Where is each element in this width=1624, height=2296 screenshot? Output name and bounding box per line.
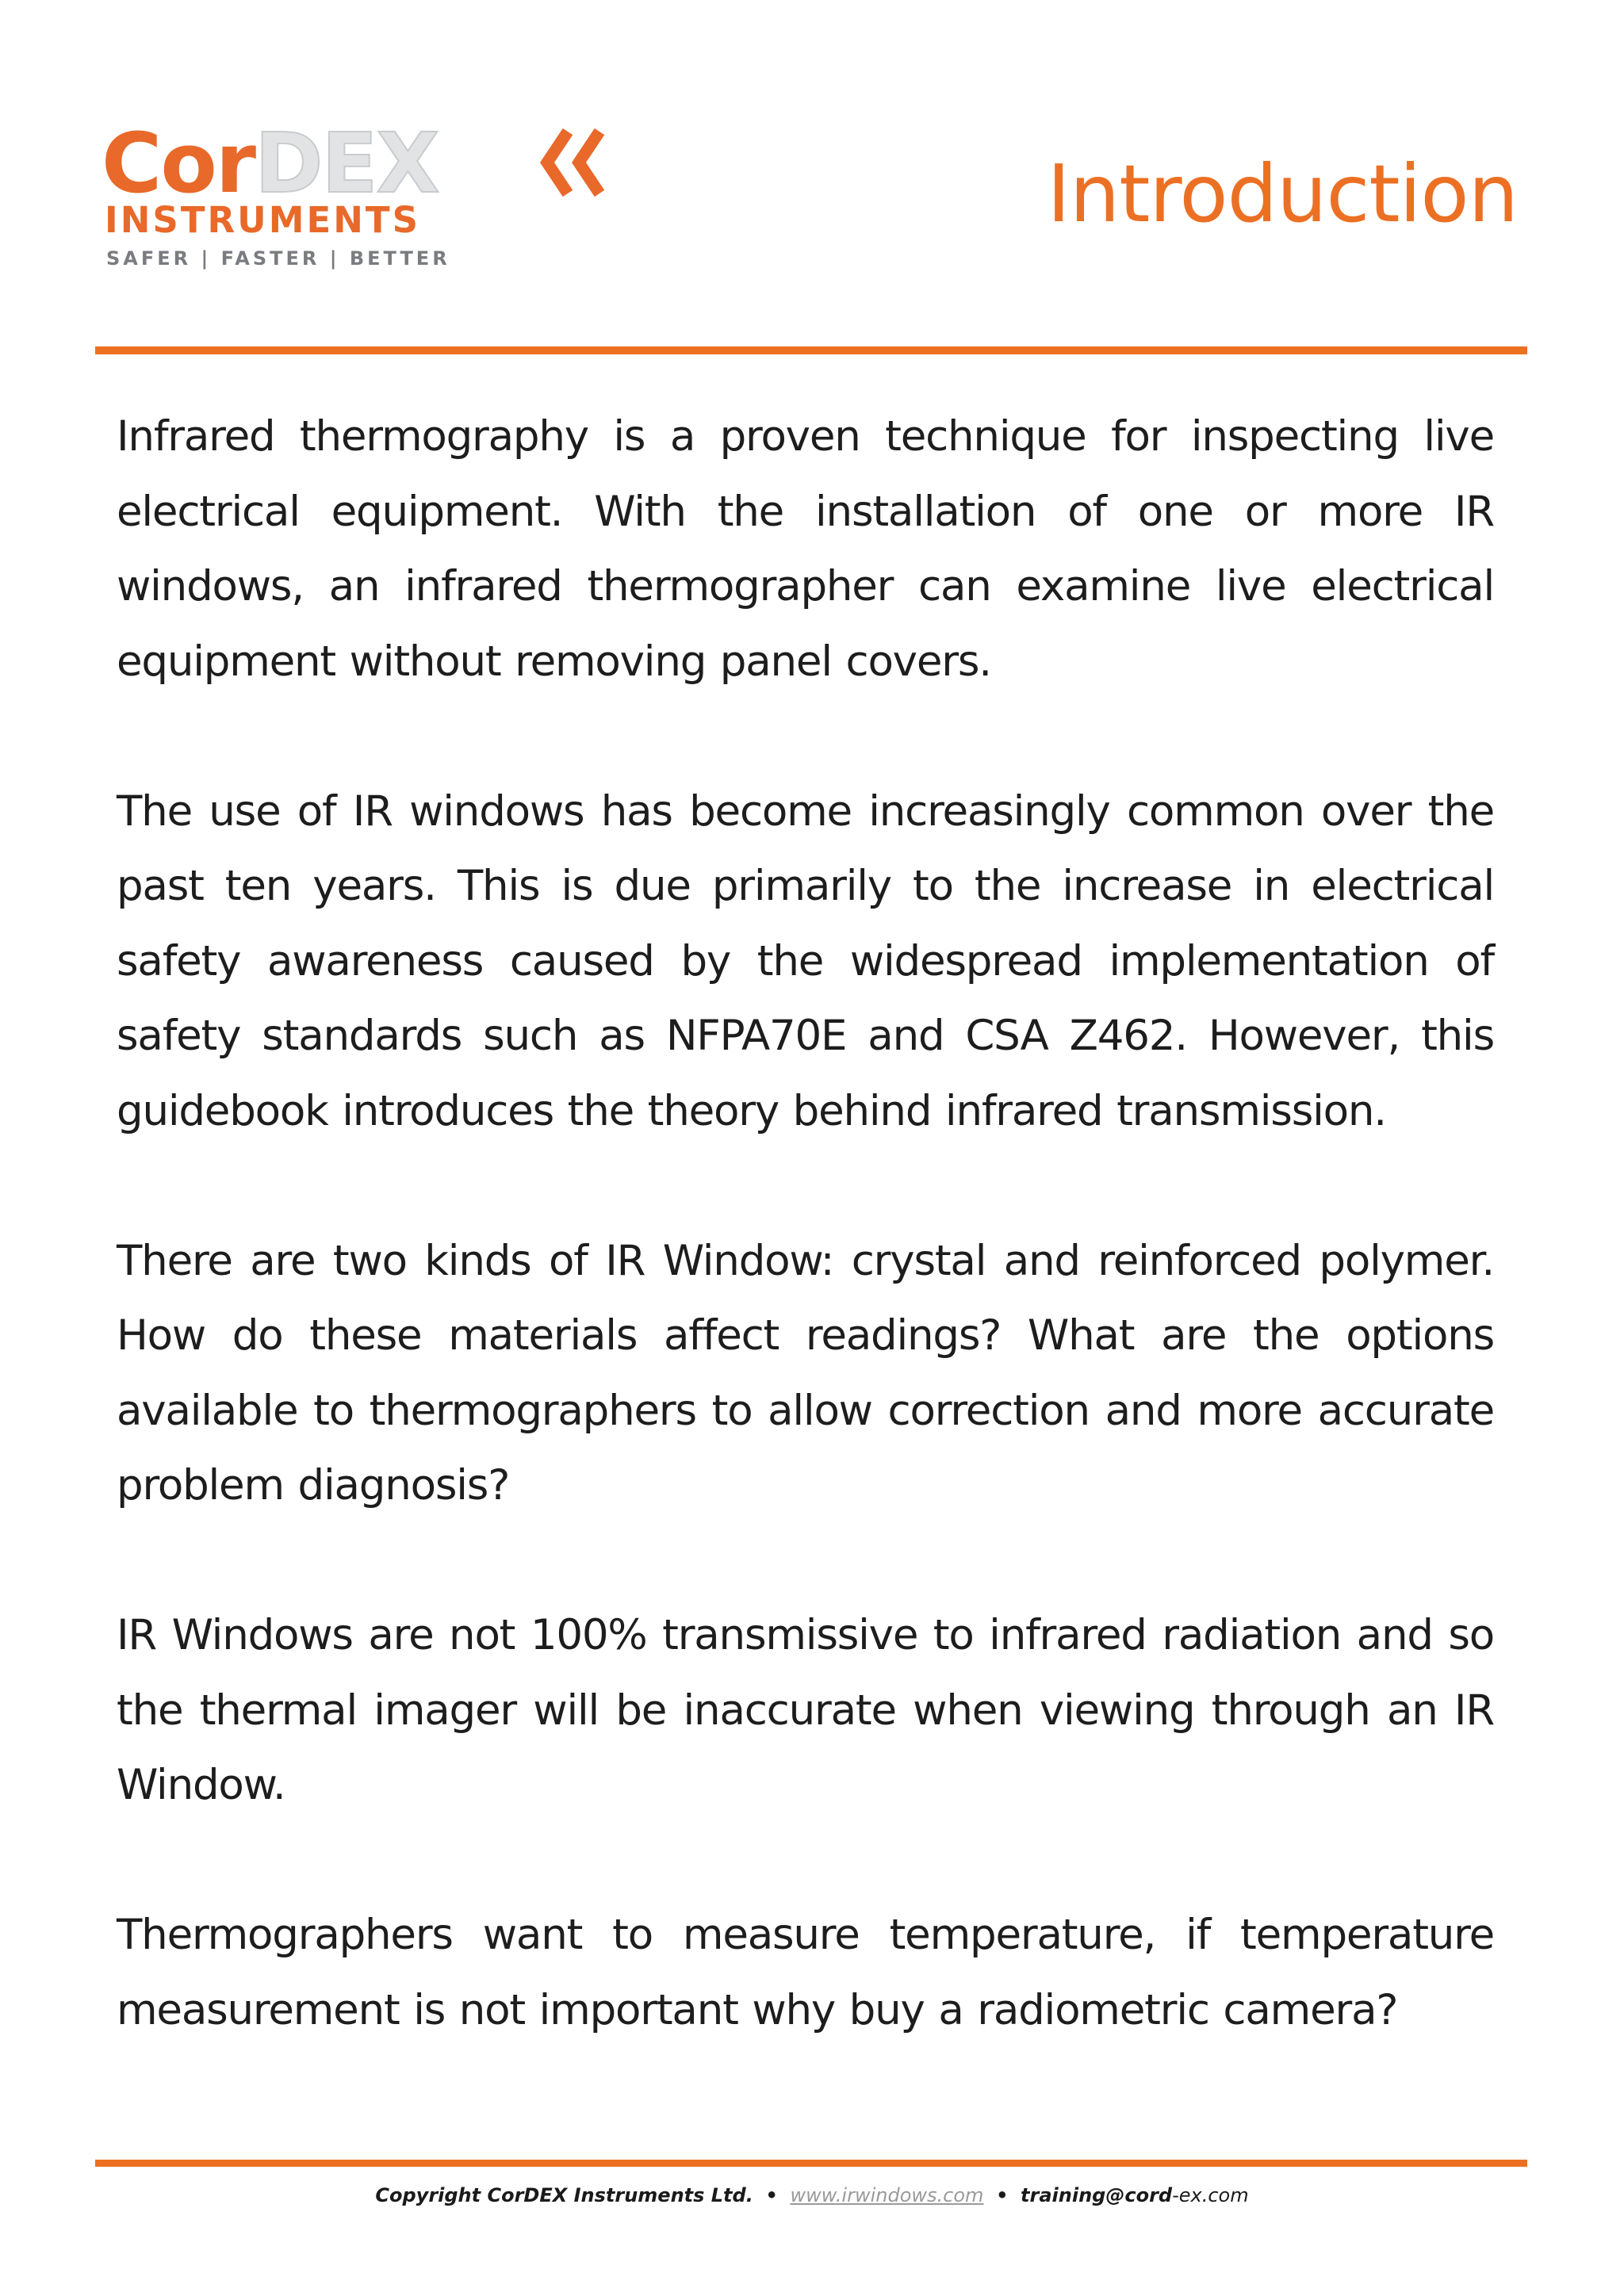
footer-email-name: training@cord xyxy=(1021,2184,1173,2206)
footer-email-domain: -ex.com xyxy=(1172,2184,1249,2206)
page-title: Introduction xyxy=(1047,147,1518,240)
logo-wordmark xyxy=(102,115,439,212)
footer-divider xyxy=(95,2160,1527,2167)
footer-email[interactable] xyxy=(1021,2184,1249,2206)
logo-tagline: SAFER | FASTER | BETTER xyxy=(106,247,450,270)
logo-chevrons-icon xyxy=(536,127,615,198)
cordex-logo xyxy=(102,115,530,277)
logo-brand-dex: DEX xyxy=(255,115,439,212)
paragraph: The use of IR windows has become increasingly common over the past ten years. This is due primarily to the increase in electrical safety awareness caused by the widespread implementation of safety standards such as NFPA70E and CSA Z462. However, this guidebook introduces the theory behind infrared transmission. xyxy=(117,786,1494,1135)
body-text xyxy=(117,400,1494,2123)
header-divider xyxy=(95,346,1527,354)
logo-subtitle: INSTRUMENTS xyxy=(105,199,420,241)
footer xyxy=(0,2182,1624,2209)
paragraph: There are two kinds of IR Window: crystal and reinforced polymer. How do these materials affect readings? What are the options available to thermographers to allow correction and more accurate problem diagnosis? xyxy=(117,1236,1494,1510)
logo-brand-cor: Cor xyxy=(102,115,255,212)
footer-copyright: Copyright CorDEX Instruments Ltd. xyxy=(375,2184,753,2206)
footer-separator: • xyxy=(765,2184,778,2206)
paragraph: IR Windows are not 100% transmissive to infrared radiation and so the thermal imager will be inaccurate when viewing through an IR Window. xyxy=(117,1611,1494,1809)
footer-website-link[interactable]: www.irwindows.com xyxy=(790,2184,984,2206)
paragraph: Thermographers want to measure temperature, if temperature measurement is not important why buy a radiometric camera? xyxy=(117,1911,1494,2034)
footer-separator: • xyxy=(996,2184,1009,2206)
paragraph: Infrared thermography is a proven technique for inspecting live electrical equipment. With the installation of one or more IR windows, an infrared thermographer can examine live electrical equipment without removing panel covers. xyxy=(117,412,1494,686)
